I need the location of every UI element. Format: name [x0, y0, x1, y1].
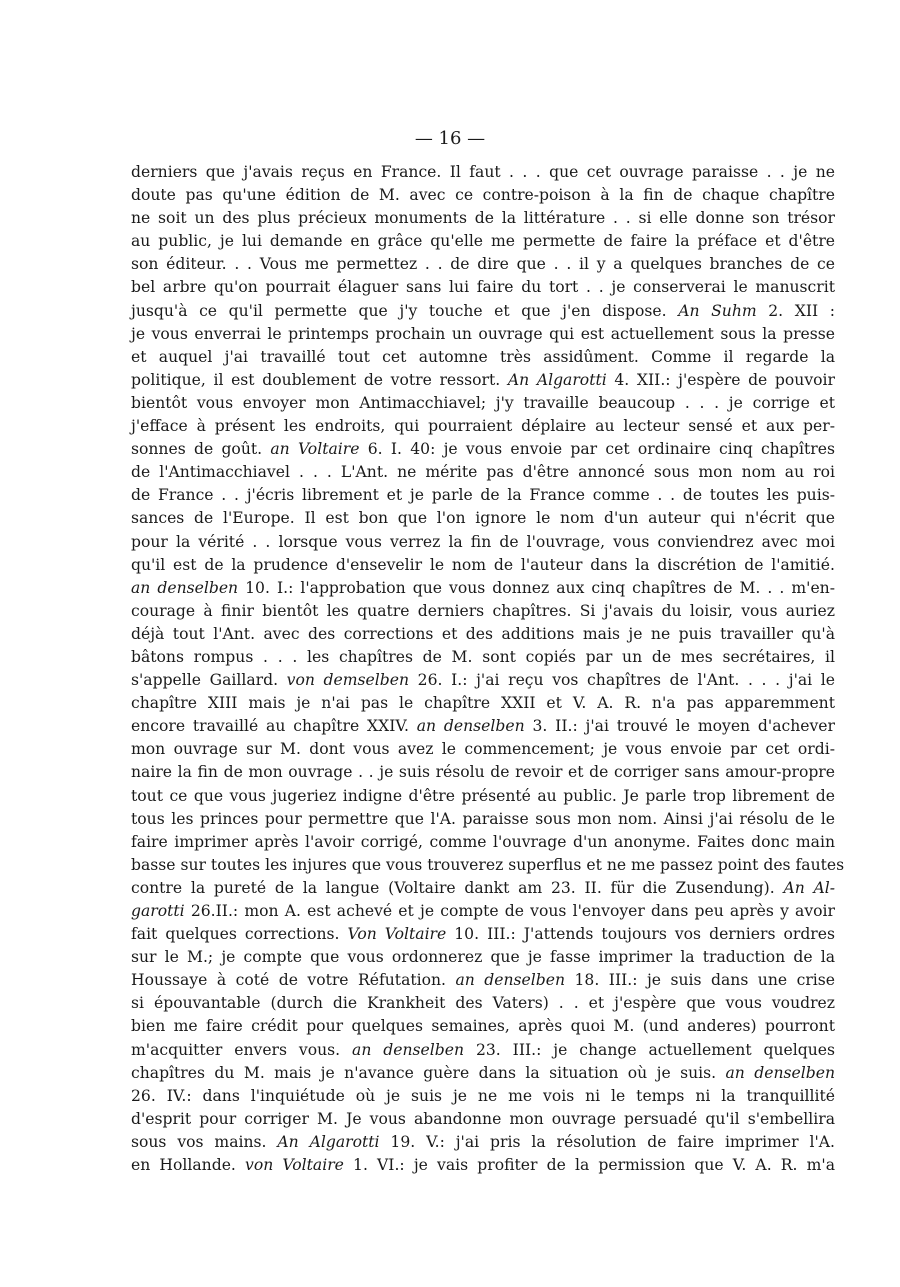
text-run: d'esprit pour corriger M. Je vous abandonne mon ouvrage persuadé qu'il s'embellira [131, 1109, 835, 1128]
italic-reference: Von Voltaire [347, 925, 447, 944]
text-line [131, 1108, 835, 1131]
text-run: derniers que j'avais reçus en France. Il faut . . . que cet ouvrage paraisse . . je ne [131, 163, 835, 181]
text-run: basse sur toutes les injures que vous trouverez superflus et ne me passez point des fautes [131, 855, 845, 874]
text-run: sonnes de goût. [131, 440, 271, 459]
italic-reference: an Voltaire [270, 440, 360, 459]
italic-reference: An Suhm [678, 301, 757, 320]
text-line [131, 230, 835, 253]
text-run: qu'il est de la prudence d'ensevelir le nom de l'auteur dans la discrétion de l'amitié. [131, 555, 835, 574]
text-line [131, 854, 845, 877]
text-line [131, 923, 835, 946]
text-line [131, 276, 835, 299]
text-run: si épouvantable (durch die Krankheit des Vaters) . . et j'espère que vous voudrez [131, 994, 835, 1013]
text-run: au public, je lui demande en grâce qu'elle me permette de faire la préface et d'être [131, 232, 835, 251]
text-line [131, 623, 835, 646]
text-run: naire la fin de mon ouvrage . . je suis résolu de revoir et de corriger sans amour-propre [131, 763, 835, 782]
text-line [131, 692, 835, 715]
text-line [131, 369, 835, 392]
italic-reference: an denselben [352, 1040, 465, 1059]
text-run: mon ouvrage sur M. dont vous avez le commencement; je vous envoie par cet ordi- [131, 740, 835, 759]
text-line [131, 392, 835, 415]
text-line [131, 600, 835, 623]
text-run: chapîtres du M. mais je n'avance guère dans la situation où je suis. [131, 1063, 726, 1082]
text-run: 3. II.: j'ai trouvé le moyen d'achever [524, 717, 835, 736]
text-line [131, 415, 835, 438]
text-line [131, 184, 835, 207]
text-line [131, 785, 835, 808]
text-line [131, 577, 835, 600]
text-run: de France . . j'écris librement et je parle de la France comme . . de toutes les puis- [131, 486, 835, 505]
text-line [131, 1015, 835, 1038]
text-run: bel arbre qu'on pourrait élaguer sans lui faire du tort . . je conserverai le manuscrit [131, 278, 835, 297]
italic-reference: garotti [131, 902, 185, 920]
text-run: 4. XII.: j'espère de pouvoir [606, 370, 835, 389]
text-run: tous les princes pour permettre que l'A. paraisse sous mon nom. Ainsi j'ai résolu de le [131, 809, 835, 828]
text-line [131, 253, 835, 276]
text-run: sous vos mains. [131, 1132, 278, 1151]
text-run: sances de l'Europe. Il est bon que l'on ignore le nom d'un auteur qui n'écrit que [131, 509, 835, 528]
body-text [131, 161, 845, 1177]
italic-reference: an denselben [416, 717, 525, 736]
text-run: 18. III.: je suis dans une crise [565, 971, 835, 990]
text-line [131, 669, 835, 692]
text-line [131, 992, 835, 1015]
text-run: contre la pureté de la langue (Voltaire dankt am 23. II. für die Zusendung). [131, 878, 784, 897]
text-run: 19. V.: j'ai pris la résolution de faire imprimer l'A. [379, 1132, 835, 1151]
text-run: bâtons rompus . . . les chapîtres de M. sont copiés par un de mes secrétaires, il [131, 647, 835, 666]
text-run: Houssaye à coté de votre Réfutation. [131, 971, 456, 990]
text-run: 6. I. 40: je vous envoie par cet ordinaire cinq chapîtres [359, 440, 835, 459]
text-line [131, 831, 835, 854]
italic-reference: An Al- [783, 878, 835, 897]
text-run: et auquel j'ai travaillé tout cet automne très assidûment. Comme il regarde la [131, 347, 835, 366]
text-line [131, 300, 835, 323]
text-run: doute pas qu'une édition de M. avec ce contre-poison à la fin de chaque chapître [131, 186, 835, 205]
text-line [131, 346, 835, 369]
text-run: bien me faire crédit pour quelques semaines, après quoi M. (und anderes) pourront [131, 1017, 835, 1036]
text-run: je vous enverrai le printemps prochain un ouvrage qui est actuellement sous la presse [131, 324, 835, 343]
text-line [131, 554, 835, 577]
text-run: ne soit un des plus précieux monuments de la littérature . . si elle donne son trésor [131, 209, 835, 228]
text-run: de l'Antimacchiavel . . . L'Ant. ne mérite pas d'être annoncé sous mon nom au roi [131, 463, 835, 482]
italic-reference: an denselben [131, 578, 239, 597]
text-line [131, 207, 835, 230]
text-run: chapître XIII mais je n'ai pas le chapître XXII et V. A. R. n'a pas apparemment [131, 694, 835, 713]
text-run: 1. VI.: je vais profiter de la permission que V. A. R. m'a [343, 1156, 836, 1175]
text-run: faire imprimer après l'avoir corrigé, comme l'ouvrage d'un anonyme. Faites donc main [131, 832, 835, 851]
italic-reference: An Algarotti [507, 370, 607, 389]
text-run: tout ce que vous jugeriez indigne d'être présenté au public. Je parle trop librement de [131, 786, 835, 805]
text-line [131, 761, 835, 784]
text-line [131, 715, 835, 738]
text-line [131, 323, 835, 346]
text-line [131, 531, 835, 554]
text-line [131, 877, 835, 900]
text-run: 26.II.: mon A. est achevé et je compte de vous l'envoyer dans peu après y avoir [184, 902, 835, 920]
text-line [131, 1085, 835, 1108]
text-run: j'efface à présent les endroits, qui pourraient déplaire au lecteur sensé et aux per- [131, 417, 835, 436]
italic-reference: An Algarotti [277, 1132, 380, 1151]
text-line [131, 646, 835, 669]
text-run: en Hollande. [131, 1156, 246, 1175]
text-run: 23. III.: je change actuellement quelques [464, 1040, 835, 1059]
text-line [131, 507, 835, 530]
text-run: s'appelle Gaillard. [131, 671, 287, 690]
text-line [131, 900, 835, 923]
text-run: 26. I.: j'ai reçu vos chapîtres de l'Ant. . . . j'ai le [409, 671, 835, 690]
text-line [131, 808, 835, 831]
text-line [131, 461, 835, 484]
text-run: 10. III.: J'attends toujours vos derniers ordres [446, 925, 835, 944]
text-run: courage à finir bientôt les quatre derniers chapîtres. Si j'avais du loisir, vous auriez [131, 601, 835, 620]
text-line [131, 438, 835, 461]
text-line [131, 161, 835, 184]
text-line [131, 484, 835, 507]
text-line [131, 969, 835, 992]
text-run: jusqu'à ce qu'il permette que j'y touche et que j'en dispose. [131, 301, 679, 320]
text-run: 2. XII : [756, 301, 835, 320]
text-run: 26. IV.: dans l'inquiétude où je suis je ne me vois ni le temps ni la tranquillité [131, 1086, 835, 1105]
text-run: déjà tout l'Ant. avec des corrections et des additions mais je ne puis travailler qu'à [131, 624, 835, 643]
text-line [131, 1131, 835, 1154]
text-run: fait quelques corrections. [131, 925, 348, 944]
italic-reference: von demselben [286, 671, 410, 690]
text-run: son éditeur. . . Vous me permettez . . de dire que . . il y a quelques branches de ce [131, 255, 835, 274]
text-line [131, 1154, 835, 1177]
text-run: pour la vérité . . lorsque vous verrez la fin de l'ouvrage, vous conviendrez avec moi [131, 532, 835, 551]
text-line [131, 1039, 835, 1062]
text-line [131, 946, 835, 969]
text-run: 10. I.: l'approbation que vous donnez aux cinq chapîtres de M. . . m'en- [238, 578, 835, 597]
italic-reference: an denselben [455, 971, 566, 990]
text-line [131, 1062, 835, 1085]
text-run: sur le M.; je compte que vous ordonnerez que je fasse imprimer la traduction de la [131, 948, 835, 967]
text-run: encore travaillé au chapître XXIV. [131, 717, 417, 736]
text-run: m'acquitter envers vous. [131, 1040, 353, 1059]
italic-reference: an denselben [725, 1063, 835, 1082]
text-run: bientôt vous envoyer mon Antimacchiavel; j'y travaille beaucoup . . . je corrige et [131, 393, 835, 412]
text-run: politique, il est doublement de votre ressort. [131, 370, 508, 389]
italic-reference: von Voltaire [245, 1156, 344, 1175]
text-line [131, 738, 835, 761]
page-number: — 16 — [414, 128, 486, 149]
